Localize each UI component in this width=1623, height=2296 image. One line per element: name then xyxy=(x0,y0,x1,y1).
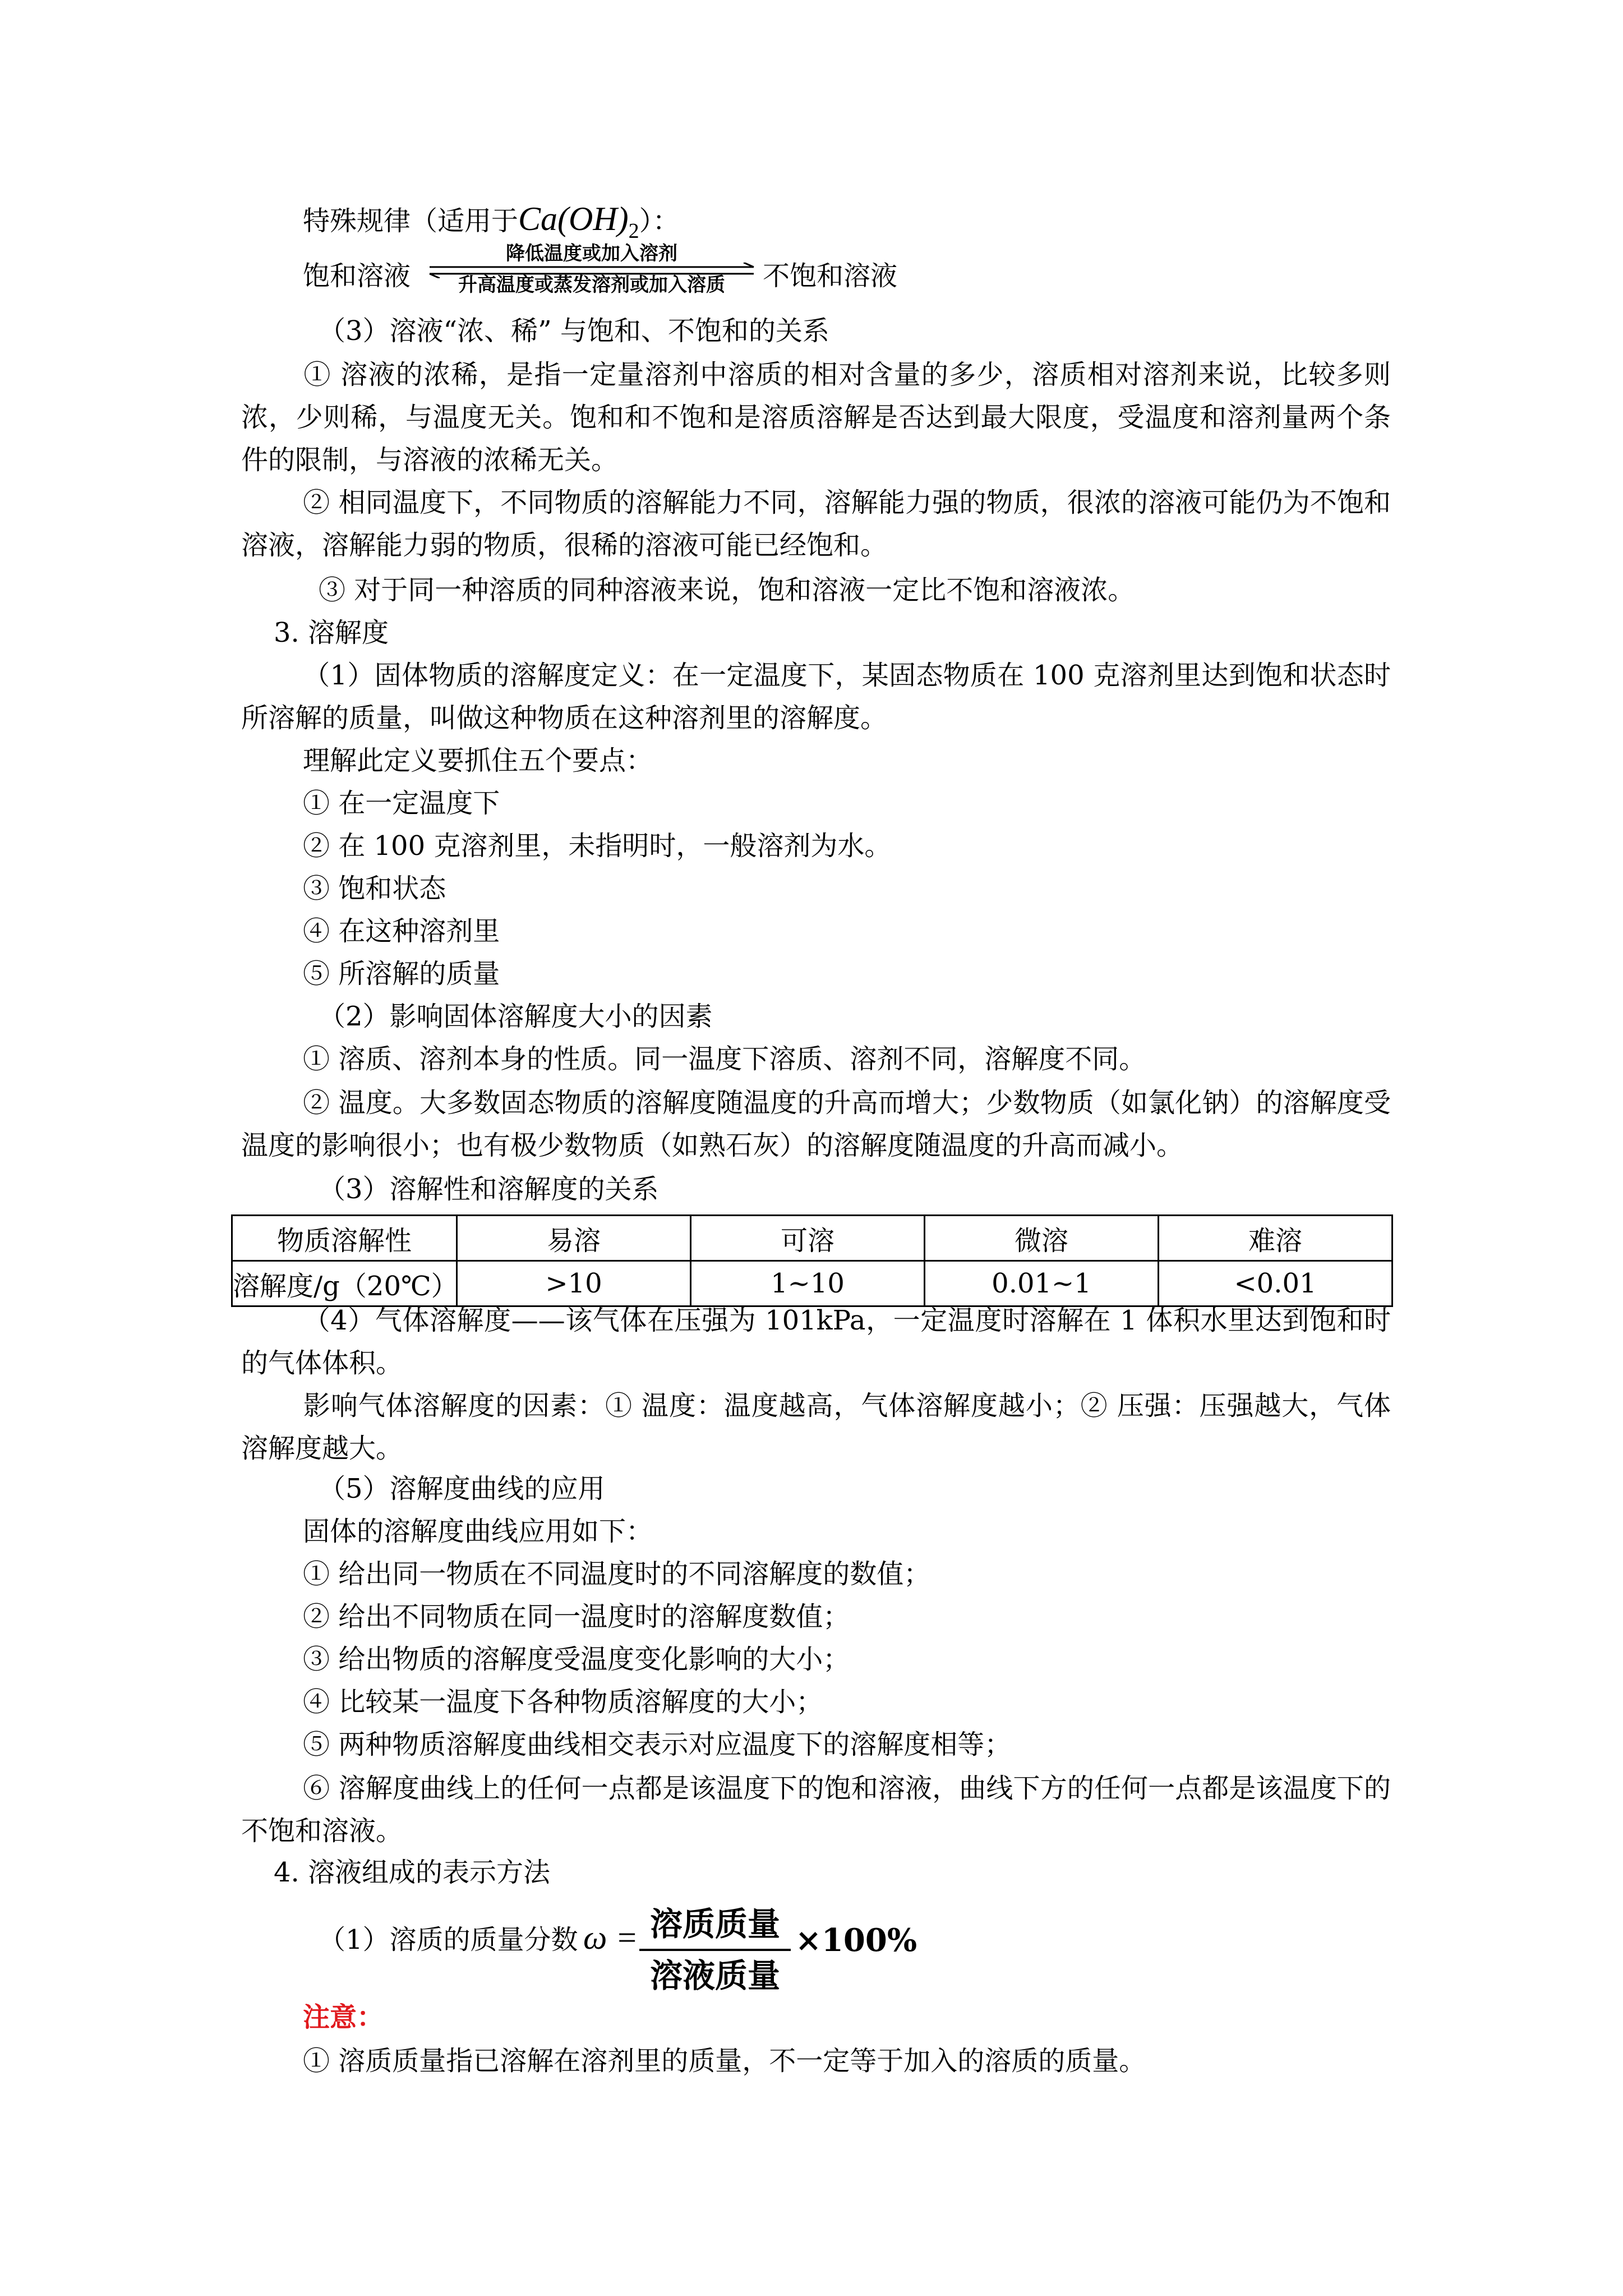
point-4: ④ 在这种溶剂里 xyxy=(303,915,500,947)
special-rule-line xyxy=(303,200,680,243)
mass-fraction-label: （1）溶质的质量分数 xyxy=(319,1924,578,1955)
formula-main: Ca(OH) xyxy=(518,200,629,237)
heading-3: 3. 溶解度 xyxy=(274,617,389,648)
table-cell: 难溶 xyxy=(1159,1216,1393,1261)
paragraph-1 xyxy=(241,353,1391,481)
table-cell: 可溶 xyxy=(691,1216,925,1261)
point-2: ② 在 100 克溶剂里，未指明时，一般溶剂为水。 xyxy=(303,830,892,862)
fraction-denominator: 溶液质量 xyxy=(649,1957,780,1995)
special-rule-suffix: ）： xyxy=(639,205,680,237)
point-3: ③ 饱和状态 xyxy=(303,873,446,904)
fraction-bar xyxy=(639,1949,791,1951)
curve-point-4: ④ 比较某一温度下各种物质溶解度的大小； xyxy=(303,1686,823,1718)
gas-factors xyxy=(241,1384,1391,1470)
table-cell: >10 xyxy=(457,1261,691,1306)
arrow-top-label: 降低温度或加入溶剂 xyxy=(506,242,677,265)
factor-2-text: ② 温度。大多数固态物质的溶解度随温度的升高而增大；少数物质（如氯化钠）的溶解度受温度的影响很小；也有极少数物质（如熟石灰）的溶解度随温度的升高而减小。 xyxy=(241,1087,1391,1161)
paragraph-2 xyxy=(241,481,1391,567)
conversion-arrow xyxy=(426,242,757,296)
note-1: ① 溶质质量指已溶解在溶剂里的质量，不一定等于加入的溶质的质量。 xyxy=(303,2045,1146,2077)
conversion-left: 饱和溶液 xyxy=(303,260,411,292)
curve-point-1: ① 给出同一物质在不同温度时的不同溶解度的数值； xyxy=(303,1558,931,1590)
gas-solubility-text: （4）气体溶解度——该气体在压强为 101kPa，一定温度时溶解在 1 体积水里达到饱和时的气体体积。 xyxy=(241,1305,1391,1379)
curve-point-2: ② 给出不同物质在同一温度时的溶解度数值； xyxy=(303,1601,850,1632)
table-cell: 溶解度/g（20℃） xyxy=(232,1261,457,1306)
factor-1: ① 溶质、溶剂本身的性质。同一温度下溶质、溶剂不同，溶解度不同。 xyxy=(303,1043,1146,1075)
section-3-title: （3）溶液“浓、稀” 与饱和、不饱和的关系 xyxy=(319,315,829,347)
five-points-intro: 理解此定义要抓住五个要点： xyxy=(303,745,653,776)
curve-point-6-text: ⑥ 溶解度曲线上的任何一点都是该温度下的饱和溶液，曲线下方的任何一点都是该温度下的不饱和溶液。 xyxy=(241,1773,1391,1847)
mass-fraction-formula xyxy=(639,1902,791,1998)
factor-2 xyxy=(241,1082,1391,1167)
point-1: ① 在一定温度下 xyxy=(303,788,500,819)
definition-paragraph xyxy=(241,654,1391,739)
solubility-table xyxy=(231,1214,1393,1307)
caoh2-formula xyxy=(518,200,639,243)
table-cell: 微溶 xyxy=(925,1216,1159,1261)
arrow-bottom-label: 升高温度或蒸发溶剂或加入溶质 xyxy=(458,274,725,296)
paragraph-3: ③ 对于同一种溶质的同种溶液来说，饱和溶液一定比不饱和溶液浓。 xyxy=(319,574,1135,606)
conversion-right: 不饱和溶液 xyxy=(763,260,898,292)
fraction-numerator: 溶质质量 xyxy=(649,1905,780,1943)
times-100-percent: ×100% xyxy=(795,1922,917,1959)
special-rule-prefix: 特殊规律（适用于 xyxy=(303,205,519,237)
heading-4: 4. 溶液组成的表示方法 xyxy=(274,1857,551,1888)
table-cell: <0.01 xyxy=(1159,1261,1393,1306)
paragraph-1-text: ① 溶液的浓稀，是指一定量溶剂中溶质的相对含量的多少，溶质相对溶剂来说，比较多则浓，少则稀，与温度无关。饱和和不饱和是溶质溶解是否达到最大限度，受温度和溶剂量两个条件的限制，与溶液的浓稀无关。 xyxy=(241,359,1391,476)
note-title: 注意： xyxy=(303,2001,384,2033)
paragraph-2-text: ② 相同温度下，不同物质的溶解能力不同，溶解能力强的物质，很浓的溶液可能仍为不饱和溶液，溶解能力弱的物质，很稀的溶液可能已经饱和。 xyxy=(241,487,1391,561)
table-cell: 易溶 xyxy=(457,1216,691,1261)
table-cell: 0.01~1 xyxy=(925,1261,1159,1306)
gas-factors-text: 影响气体溶解度的因素：① 温度：温度越高，气体溶解度越小；② 压强：压强越大，气体溶解度越大。 xyxy=(241,1390,1391,1464)
definition-text: （1）固体物质的溶解度定义：在一定温度下，某固态物质在 100 克溶剂里达到饱和状态时所溶解的质量，叫做这种物质在这种溶剂里的溶解度。 xyxy=(241,660,1391,734)
curve-point-5: ⑤ 两种物质溶解度曲线相交表示对应温度下的溶解度相等； xyxy=(303,1729,1012,1760)
omega-symbol: ω = xyxy=(583,1919,638,1956)
curve-point-3: ③ 给出物质的溶解度受温度变化影响的大小； xyxy=(303,1644,850,1675)
section-2-title: （2）影响固体溶解度大小的因素 xyxy=(319,1001,713,1032)
section-3b-title: （3）溶解性和溶解度的关系 xyxy=(319,1174,659,1205)
gas-solubility-definition xyxy=(241,1299,1391,1384)
section-5-title: （5）溶解度曲线的应用 xyxy=(319,1473,605,1504)
curve-intro: 固体的溶解度曲线应用如下： xyxy=(303,1516,653,1547)
table-cell: 物质溶解性 xyxy=(232,1216,457,1261)
point-5: ⑤ 所溶解的质量 xyxy=(303,958,500,990)
table-cell: 1~10 xyxy=(691,1261,925,1306)
curve-point-6 xyxy=(241,1767,1391,1852)
formula-subscript: 2 xyxy=(628,219,639,243)
table-header-row xyxy=(232,1216,1393,1261)
